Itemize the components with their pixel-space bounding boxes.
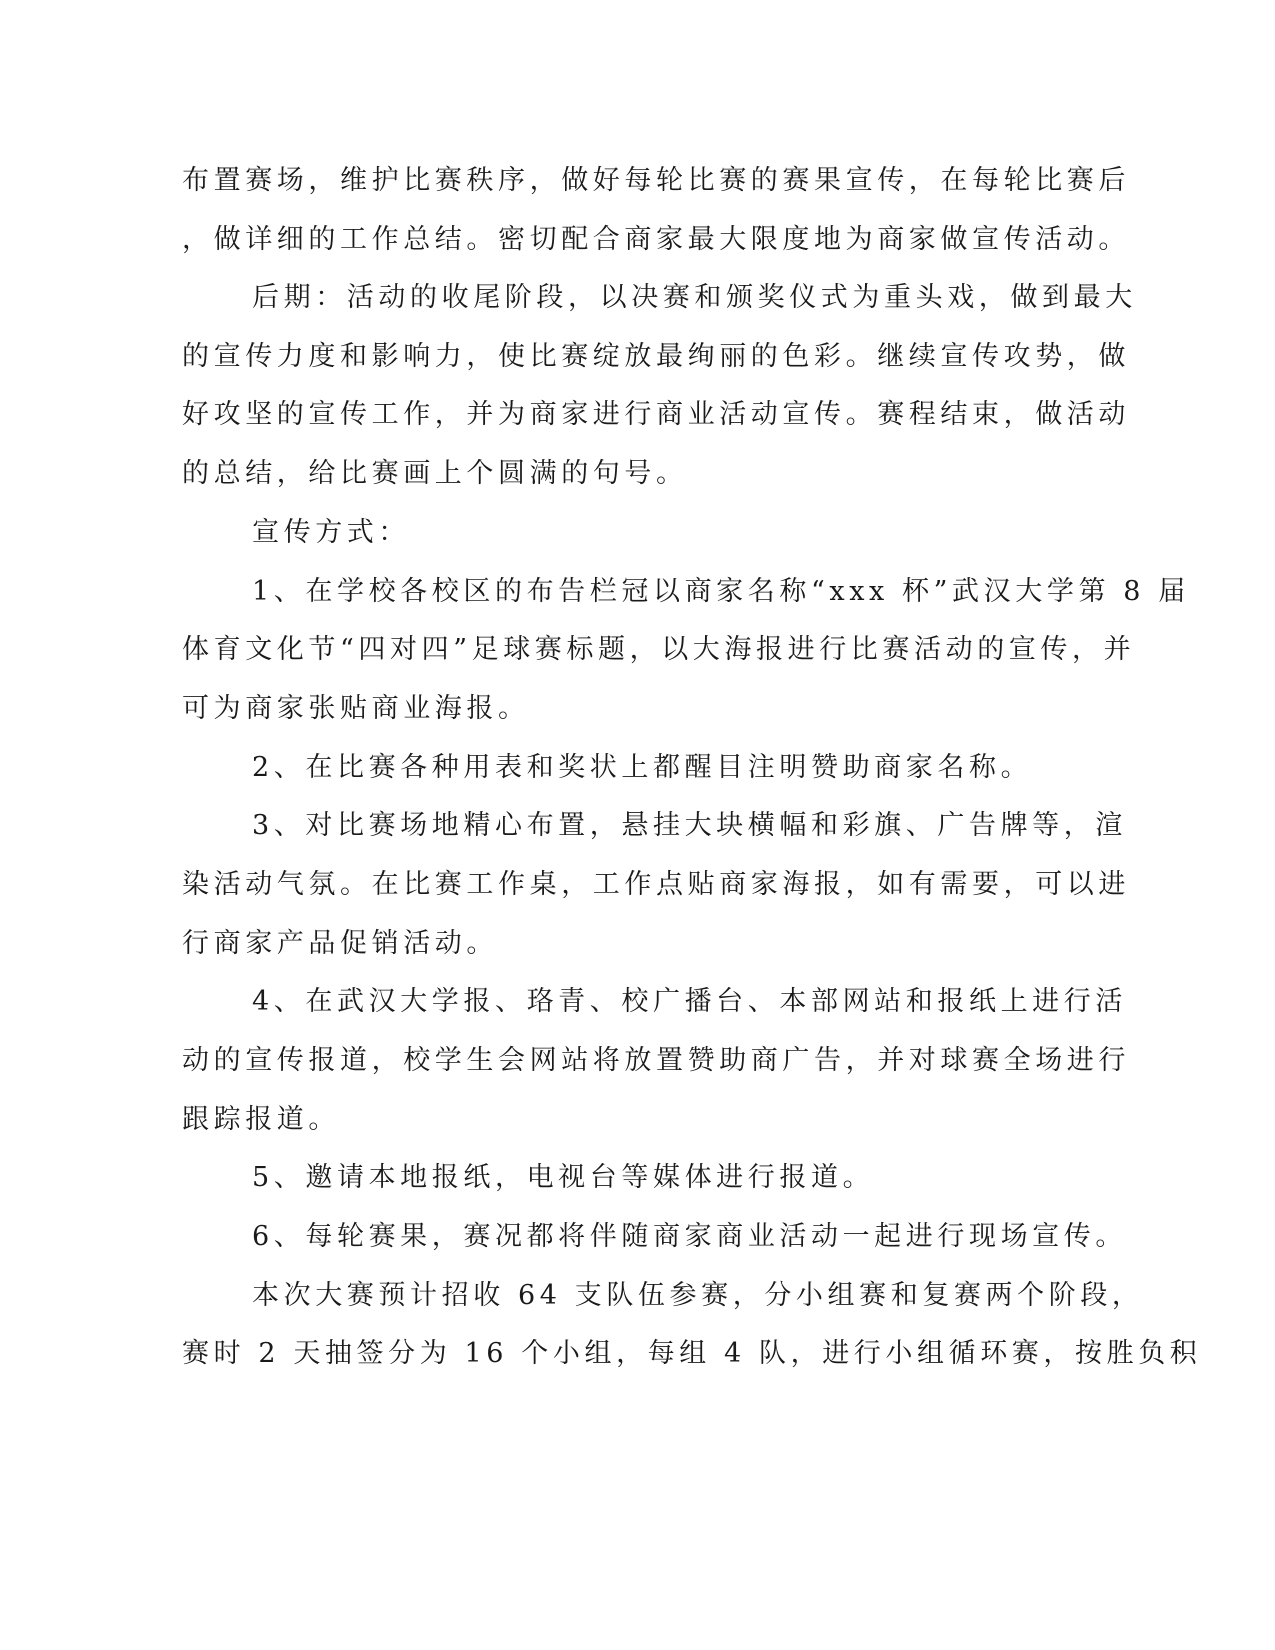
text-line: 体育文化节“四对四”足球赛标题，以大海报进行比赛活动的宣传，并 xyxy=(182,634,1136,665)
text-line: 行商家产品促销活动。 xyxy=(182,928,498,959)
text-line: 动的宣传报道，校学生会网站将放置赞助商广告，并对球赛全场进行 xyxy=(182,1045,1130,1076)
text-line: ，做详细的工作总结。密切配合商家最大限度地为商家做宣传活动。 xyxy=(182,224,1130,255)
text-line: 5、邀请本地报纸，电视台等媒体进行报道。 xyxy=(252,1162,875,1193)
text-line: 1、在学校各校区的布告栏冠以商家名称“xxx 杯”武汉大学第 8 届 xyxy=(252,576,1190,607)
section-heading: 宣传方式： xyxy=(252,517,410,548)
text-line: 染活动气氛。在比赛工作桌，工作点贴商家海报，如有需要，可以进 xyxy=(182,869,1130,900)
text-line: 跟踪报道。 xyxy=(182,1104,340,1135)
text-line: 赛时 2 天抽签分为 16 个小组，每组 4 队，进行小组循环赛，按胜负积 xyxy=(182,1338,1202,1369)
text-line: 6、每轮赛果，赛况都将伴随商家商业活动一起进行现场宣传。 xyxy=(252,1221,1127,1252)
text-line: 2、在比赛各种用表和奖状上都醒目注明赞助商家名称。 xyxy=(252,752,1033,783)
text-line: 好攻坚的宣传工作，并为商家进行商业活动宣传。赛程结束，做活动 xyxy=(182,399,1130,430)
text-line: 可为商家张贴商业海报。 xyxy=(182,693,530,724)
text-line: 的宣传力度和影响力，使比赛绽放最绚丽的色彩。继续宣传攻势，做 xyxy=(182,341,1130,372)
text-line: 的总结，给比赛画上个圆满的句号。 xyxy=(182,458,688,489)
text-line: 后期：活动的收尾阶段，以决赛和颁奖仪式为重头戏，做到最大 xyxy=(252,282,1137,313)
text-line: 3、对比赛场地精心布置，悬挂大块横幅和彩旗、广告牌等，渲 xyxy=(252,810,1127,841)
text-line: 布置赛场，维护比赛秩序，做好每轮比赛的赛果宣传，在每轮比赛后 xyxy=(182,165,1130,196)
text-line: 4、在武汉大学报、珞青、校广播台、本部网站和报纸上进行活 xyxy=(252,986,1127,1017)
text-line: 本次大赛预计招收 64 支队伍参赛，分小组赛和复赛两个阶段， xyxy=(252,1280,1144,1311)
